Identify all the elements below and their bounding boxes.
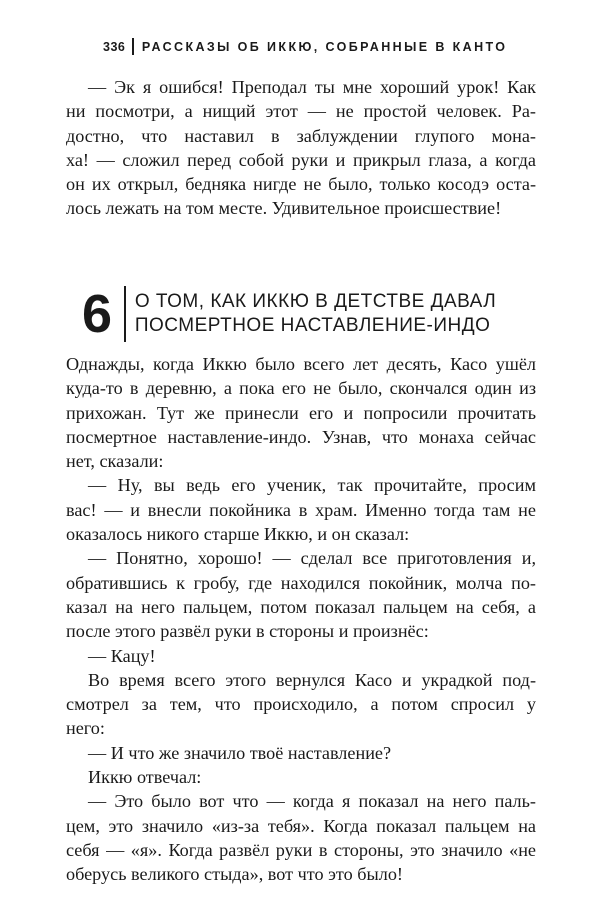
- text-line: — Понятно, хорошо! — сделал все приготовления и,: [88, 548, 536, 569]
- chapter-title-line: ПОСМЕРТНОЕ НАСТАВЛЕНИЕ-ИНДО: [134, 315, 491, 336]
- text-line: Иккю отвечал:: [88, 767, 202, 788]
- text-line: казал на него пальцем, потом показал пальцем на себя, а: [66, 596, 536, 617]
- text-line: ни посмотри, а нищий этот — не простой человек. Ра-: [66, 101, 536, 122]
- text-line: Однажды, когда Иккю было всего лет десять, Касо ушёл: [66, 354, 536, 374]
- text-line: достно, что наставил в заблуждении глупого мона-: [66, 125, 536, 146]
- text-line: посмертное наставление-индо. Узнав, что монаха сейчас: [66, 426, 536, 447]
- text-line: куда-то в деревню, а пока его не было, скончался один из: [66, 378, 536, 399]
- paragraph-block-2: [66, 352, 536, 887]
- text-line: обратившись к гробу, где находился покойник, молча по-: [66, 572, 536, 593]
- chapter-divider: [124, 286, 126, 342]
- text-line: Во время всего этого вернулся Касо и украдкой под-: [88, 669, 536, 690]
- page-number: 336: [103, 39, 126, 54]
- text-line: — Это было вот что — когда я показал на него паль-: [88, 791, 536, 812]
- running-header: [103, 38, 507, 55]
- paragraph-block-1: [66, 75, 536, 221]
- chapter-number: 6: [82, 284, 113, 344]
- chapter-title-line: О ТОМ, КАК ИККЮ В ДЕТСТВЕ ДАВАЛ: [134, 291, 497, 312]
- text-line: себя — «я». Когда развёл руки в стороны, это значило «не: [66, 839, 536, 860]
- text-line: оберусь великого стыда», вот что это было!: [66, 864, 403, 885]
- text-line: — Ну, вы ведь его ученик, так прочитайте, просим: [88, 475, 536, 496]
- text-line: ха! — сложил перед собой руки и прикрыл глаза, а когда: [66, 149, 536, 170]
- chapter-title: [135, 290, 496, 338]
- running-title: РАССКАЗЫ ОБ ИККЮ, СОБРАННЫЕ В КАНТО: [141, 39, 508, 54]
- text-line: после этого развёл руки в стороны и произнёс:: [66, 621, 429, 642]
- text-line: — Кацу!: [88, 645, 156, 666]
- text-line: — Эк я ошибся! Преподал ты мне хороший урок! Как: [88, 77, 536, 97]
- text-line: лось лежать на том месте. Удивительное происшествие!: [66, 198, 502, 219]
- text-line: смотрел за тем, что происходило, а потом спросил у: [66, 694, 536, 715]
- text-line: вас! — и внесли покойника в храм. Именно тогда там не: [66, 499, 536, 520]
- text-line: он их открыл, бедняка нигде не было, только косодэ оста-: [66, 174, 536, 195]
- text-line: нет, сказали:: [66, 451, 164, 472]
- chapter-heading: [82, 286, 496, 342]
- text-line: него:: [66, 718, 105, 739]
- text-line: оказалось никого старше Иккю, и он сказал:: [66, 524, 410, 545]
- text-line: цем, это значило «из-за тебя». Когда показал пальцем на: [66, 815, 536, 836]
- text-line: — И что же значило твоё наставление?: [88, 742, 392, 763]
- text-line: прихожан. Тут же принесли его и попросили прочитать: [66, 402, 536, 423]
- header-divider: [132, 38, 134, 55]
